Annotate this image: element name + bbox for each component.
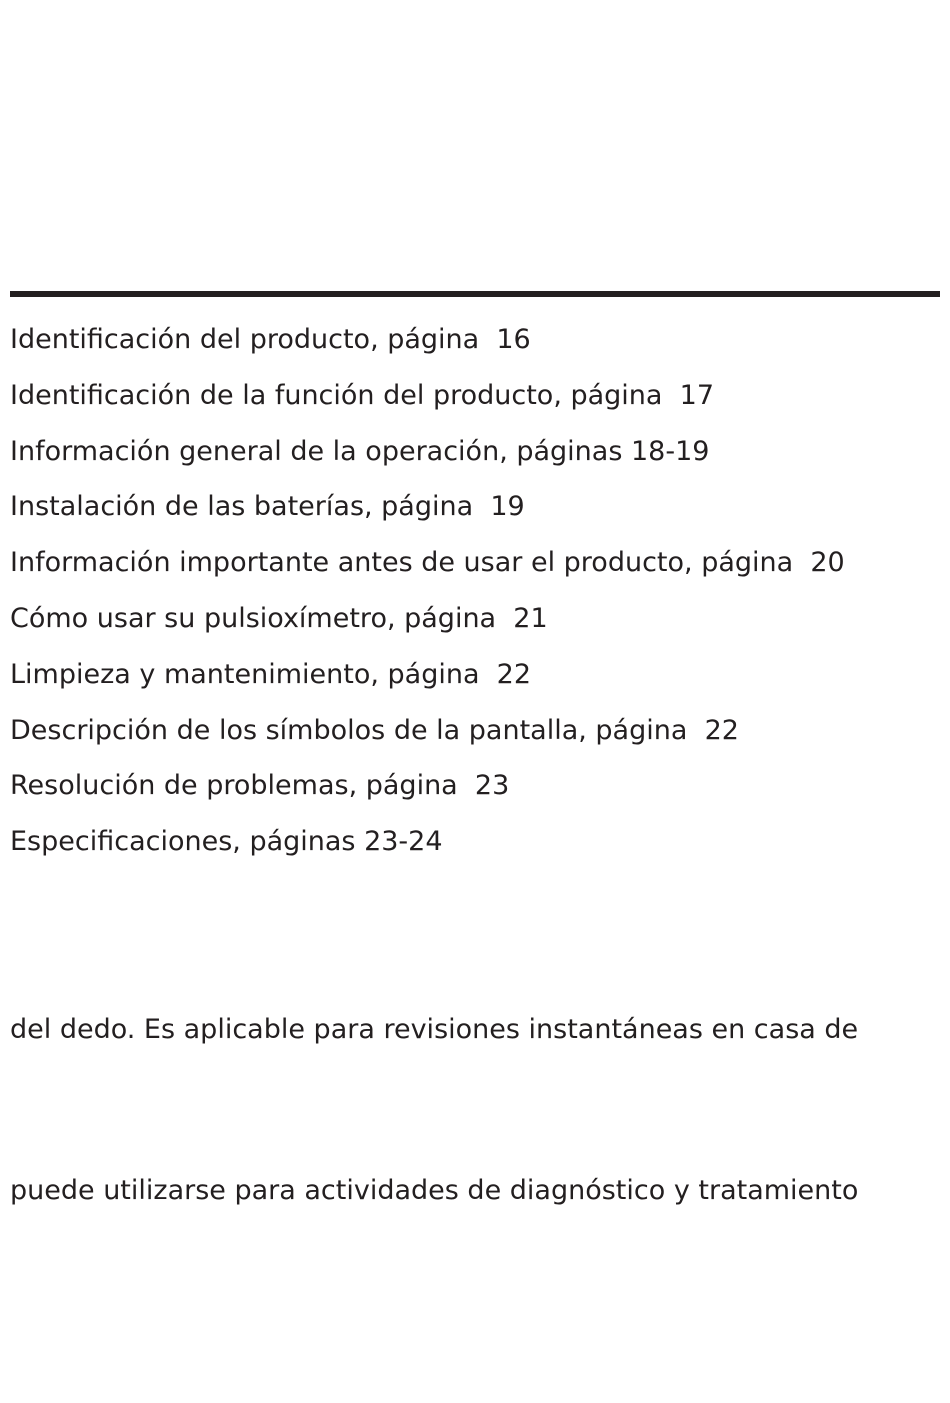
toc-item: Instalación de las baterías, página 19 — [10, 491, 525, 523]
table-of-contents — [10, 318, 940, 876]
section-divider — [10, 291, 940, 297]
toc-item: Especificaciones, páginas 23-24 — [10, 826, 443, 858]
body-text-line: del dedo. Es aplicable para revisiones instantáneas en casa de — [10, 1014, 859, 1045]
toc-item: Información importante antes de usar el producto, página 20 — [10, 547, 845, 579]
toc-item: Información general de la operación, páginas 18-19 — [10, 435, 710, 467]
toc-item: Limpieza y mantenimiento, página 22 — [10, 658, 532, 690]
toc-item: Identificación del producto, página 16 — [10, 324, 531, 355]
body-text-line: puede utilizarse para actividades de diagnóstico y tratamiento — [10, 1175, 859, 1206]
toc-item: Descripción de los símbolos de la pantalla, página 22 — [10, 714, 739, 746]
toc-item: Resolución de problemas, página 23 — [10, 770, 510, 802]
toc-item: Identificación de la función del producto, página 17 — [10, 379, 714, 411]
toc-item: Cómo usar su pulsioxímetro, página 21 — [10, 602, 548, 634]
